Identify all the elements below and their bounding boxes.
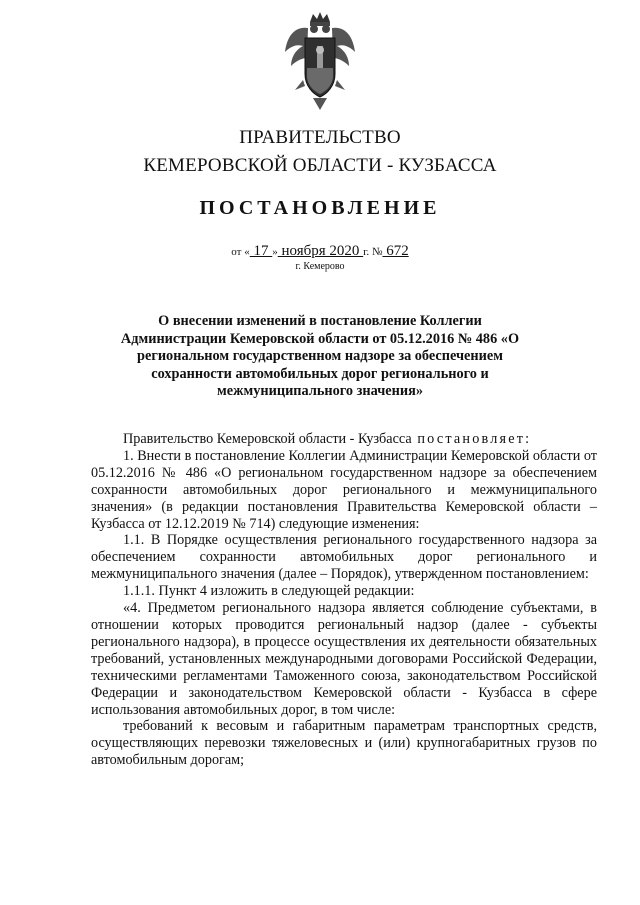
date-quote-close: »: [272, 246, 278, 258]
city-name: г. Кемерово: [295, 261, 345, 272]
date-month-year: ноября 2020: [277, 243, 364, 259]
number-sign: №: [371, 246, 383, 258]
paragraph-1: 1. Внести в постановление Коллегии Администрации Кемеровской области от 05.12.2016 № 486 «О региональном государственном надзоре за обеспечением сохранности автомобильных дорог регионального и межмуниципального значения» (в редакции постановления Правительства Кемеровской области – Кузбасса от 12.12.2019 № 714) следующие изменения:: [91, 447, 597, 532]
date-year-suffix: г.: [363, 246, 370, 258]
government-title-line1: ПРАВИТЕЛЬСТВО: [239, 127, 401, 148]
government-title-line2: КЕМЕРОВСКОЙ ОБЛАСТИ - КУЗБАССА: [143, 155, 497, 176]
document-body: [91, 431, 597, 769]
paragraph-1-1: 1.1. В Порядке осуществления регионального государственного надзора за обеспечением сохранности автомобильных дорог регионального и межмуниципального значения (далее – Порядок), утвержденном постановлением:: [91, 532, 597, 583]
intro-decree-word: постановляет:: [411, 431, 532, 447]
intro-text: Правительство Кемеровской области - Кузбасса: [123, 431, 412, 447]
intro-paragraph: [91, 431, 597, 448]
document-number: 672: [382, 243, 409, 259]
coat-of-arms-emblem: [283, 10, 357, 114]
date-prefix: от «: [231, 246, 250, 258]
paragraph-4: «4. Предметом регионального надзора является соблюдение субъектами, в отношении которых проводится региональный надзор (далее - субъекты регионального надзора), в процессе осуществления их деятельности обязательных требований, установленных международными договорами Российской Федерации, техническими регламентами Таможенного союза, законодательством Российской Федерации и законодательством Кемеровской области - Кузбасса в сфере использования автомобильных дорог, в том числе:: [91, 600, 597, 718]
paragraph-1-1-1: 1.1.1. Пункт 4 изложить в следующей редакции:: [123, 583, 415, 600]
document-type-heading: ПОСТАНОВЛЕНИЕ: [199, 197, 441, 219]
paragraph-requirements: требований к весовым и габаритным параметрам транспортных средств, осуществляющих перевозки тяжеловесных и (или) крупногабаритных грузов по автомобильным дорогам;: [91, 718, 597, 769]
date-number-line: [0, 243, 640, 260]
document-title: О внесении изменений в постановление Коллегии Администрации Кемеровской области от 05.12.2016 № 486 «О региональном государственном надзоре за обеспечением сохранности автомобильных дорог регионального и межмуниципального значения»: [120, 313, 520, 400]
date-day: 17: [249, 243, 273, 259]
